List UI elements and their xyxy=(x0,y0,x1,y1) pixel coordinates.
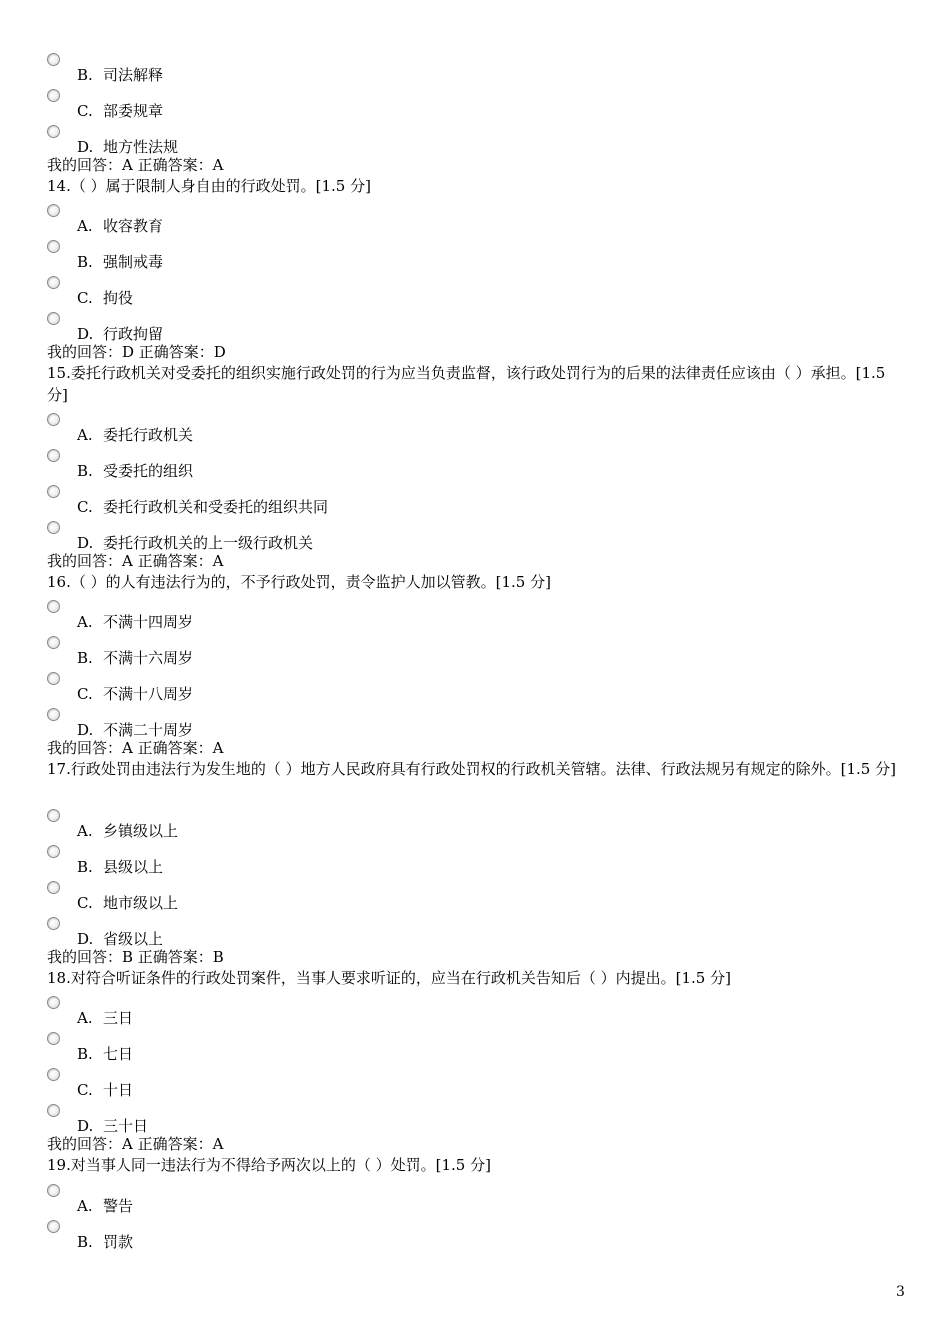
option-letter: C. xyxy=(77,1081,93,1099)
option-label: 拘役 xyxy=(103,289,134,307)
option-label: 三十日 xyxy=(103,1117,149,1135)
option-label: 省级以上 xyxy=(103,930,164,948)
option-label: 受委托的组织 xyxy=(103,462,194,480)
question-text: 16.（ ）的人有违法行为的，不予行政处罚，责令监护人加以管教。[1.5 分] xyxy=(47,573,551,591)
option-text xyxy=(77,856,163,877)
option-text xyxy=(77,719,193,740)
option-letter: B. xyxy=(77,66,93,84)
option-row[interactable] xyxy=(47,276,847,312)
radio-button-icon[interactable] xyxy=(47,449,60,462)
option-row[interactable] xyxy=(47,600,847,636)
option-letter: C. xyxy=(77,289,93,307)
option-row[interactable] xyxy=(47,881,847,917)
option-label: 三日 xyxy=(103,1009,134,1027)
option-label: 乡镇级以上 xyxy=(103,822,179,840)
option-text xyxy=(77,64,163,85)
option-text xyxy=(77,1115,148,1136)
option-letter: B. xyxy=(77,253,93,271)
option-letter: A. xyxy=(77,1009,93,1027)
option-label: 不满十四周岁 xyxy=(103,613,194,631)
option-label: 部委规章 xyxy=(103,102,164,120)
radio-button-icon[interactable] xyxy=(47,881,60,894)
option-letter: D. xyxy=(77,721,94,739)
option-row[interactable] xyxy=(47,1068,847,1104)
option-label: 委托行政机关和受委托的组织共同 xyxy=(103,498,329,516)
radio-button-icon[interactable] xyxy=(47,413,60,426)
option-letter: B. xyxy=(77,1233,93,1251)
option-label: 收容教育 xyxy=(103,217,164,235)
option-text xyxy=(77,215,163,236)
question-text: 19.对当事人同一违法行为不得给予两次以上的（ ）处罚。[1.5 分] xyxy=(47,1156,491,1174)
radio-button-icon[interactable] xyxy=(47,485,60,498)
option-text xyxy=(77,323,163,344)
option-letter: A. xyxy=(77,822,93,840)
option-letter: B. xyxy=(77,649,93,667)
option-text xyxy=(77,136,178,157)
option-text xyxy=(77,100,163,121)
option-row[interactable] xyxy=(47,845,847,881)
option-label: 不满十八周岁 xyxy=(103,685,194,703)
option-letter: A. xyxy=(77,426,93,444)
option-text xyxy=(77,683,193,704)
option-label: 罚款 xyxy=(103,1233,134,1251)
option-text xyxy=(77,647,193,668)
option-row[interactable] xyxy=(47,996,847,1032)
radio-button-icon[interactable] xyxy=(47,240,60,253)
answer-line: 我的回答：D 正确答案：D xyxy=(47,343,226,361)
option-text xyxy=(77,532,313,553)
option-row[interactable] xyxy=(47,672,847,708)
question-text: 14.（ ）属于限制人身自由的行政处罚。[1.5 分] xyxy=(47,177,371,195)
option-letter: B. xyxy=(77,858,93,876)
radio-button-icon[interactable] xyxy=(47,672,60,685)
radio-button-icon[interactable] xyxy=(47,1184,60,1197)
option-label: 地方性法规 xyxy=(103,138,179,156)
option-letter: D. xyxy=(77,325,94,343)
answer-line: 我的回答：A 正确答案：A xyxy=(47,156,224,174)
option-row[interactable] xyxy=(47,240,847,276)
option-row[interactable] xyxy=(47,1184,847,1220)
option-row[interactable] xyxy=(47,1032,847,1068)
option-letter: D. xyxy=(77,138,94,156)
option-letter: B. xyxy=(77,1045,93,1063)
option-letter: C. xyxy=(77,498,93,516)
option-label: 警告 xyxy=(103,1197,134,1215)
option-label: 司法解释 xyxy=(103,66,164,84)
answer-line: 我的回答：A 正确答案：A xyxy=(47,739,224,757)
option-label: 县级以上 xyxy=(103,858,164,876)
radio-button-icon[interactable] xyxy=(47,89,60,102)
option-text xyxy=(77,251,163,272)
radio-button-icon[interactable] xyxy=(47,636,60,649)
option-text xyxy=(77,892,178,913)
question-text: 17.行政处罚由违法行为发生地的（ ）地方人民政府具有行政处罚权的行政机关管辖。法律、行政法规另有规定的除外。[1.5 分] xyxy=(47,760,896,778)
option-row[interactable] xyxy=(47,89,847,125)
option-text xyxy=(77,1195,133,1216)
radio-button-icon[interactable] xyxy=(47,809,60,822)
answer-line: 我的回答：A 正确答案：A xyxy=(47,552,224,570)
option-letter: D. xyxy=(77,930,94,948)
option-text xyxy=(77,1007,133,1028)
option-row[interactable] xyxy=(47,53,847,89)
option-letter: A. xyxy=(77,217,93,235)
option-text xyxy=(77,460,193,481)
option-letter: D. xyxy=(77,534,94,552)
answer-line: 我的回答：B 正确答案：B xyxy=(47,948,224,966)
option-row[interactable] xyxy=(47,1220,847,1256)
option-letter: C. xyxy=(77,894,93,912)
radio-button-icon[interactable] xyxy=(47,1220,60,1233)
option-text xyxy=(77,1231,133,1252)
radio-button-icon[interactable] xyxy=(47,708,60,721)
option-letter: B. xyxy=(77,462,93,480)
option-label: 委托行政机关的上一级行政机关 xyxy=(103,534,314,552)
option-label: 地市级以上 xyxy=(103,894,179,912)
radio-button-icon[interactable] xyxy=(47,53,60,66)
option-text xyxy=(77,1079,133,1100)
option-row[interactable] xyxy=(47,485,847,521)
option-text xyxy=(77,1043,133,1064)
radio-button-icon[interactable] xyxy=(47,996,60,1009)
radio-button-icon[interactable] xyxy=(47,1068,60,1081)
option-letter: A. xyxy=(77,613,93,631)
option-label: 不满十六周岁 xyxy=(103,649,194,667)
radio-button-icon[interactable] xyxy=(47,1104,60,1117)
option-text xyxy=(77,287,133,308)
radio-button-icon[interactable] xyxy=(47,600,60,613)
radio-button-icon[interactable] xyxy=(47,521,60,534)
question-text: 15.委托行政机关对受委托的组织实施行政处罚的行为应当负责监督，该行政处罚行为的后果的法律责任应该由（ ）承担。[1.5 分] xyxy=(47,364,886,404)
page-number: 3 xyxy=(896,1284,905,1300)
option-text xyxy=(77,820,178,841)
radio-button-icon[interactable] xyxy=(47,917,60,930)
radio-button-icon[interactable] xyxy=(47,845,60,858)
option-row[interactable] xyxy=(47,449,847,485)
option-row[interactable] xyxy=(47,809,847,845)
option-text xyxy=(77,424,193,445)
option-label: 不满二十周岁 xyxy=(103,721,194,739)
option-label: 七日 xyxy=(103,1045,134,1063)
option-letter: A. xyxy=(77,1197,93,1215)
option-row[interactable] xyxy=(47,413,847,449)
option-letter: D. xyxy=(77,1117,94,1135)
option-text xyxy=(77,611,193,632)
option-row[interactable] xyxy=(47,636,847,672)
option-text xyxy=(77,496,328,517)
radio-button-icon[interactable] xyxy=(47,312,60,325)
option-label: 委托行政机关 xyxy=(103,426,194,444)
option-label: 强制戒毒 xyxy=(103,253,164,271)
option-letter: C. xyxy=(77,102,93,120)
radio-button-icon[interactable] xyxy=(47,204,60,217)
answer-line: 我的回答：A 正确答案：A xyxy=(47,1135,224,1153)
radio-button-icon[interactable] xyxy=(47,276,60,289)
option-label: 行政拘留 xyxy=(103,325,164,343)
option-row[interactable] xyxy=(47,204,847,240)
radio-button-icon[interactable] xyxy=(47,1032,60,1045)
option-label: 十日 xyxy=(103,1081,134,1099)
option-letter: C. xyxy=(77,685,93,703)
radio-button-icon[interactable] xyxy=(47,125,60,138)
question-text: 18.对符合听证条件的行政处罚案件，当事人要求听证的，应当在行政机关告知后（ ）内提出。[1.5 分] xyxy=(47,969,731,987)
option-text xyxy=(77,928,163,949)
